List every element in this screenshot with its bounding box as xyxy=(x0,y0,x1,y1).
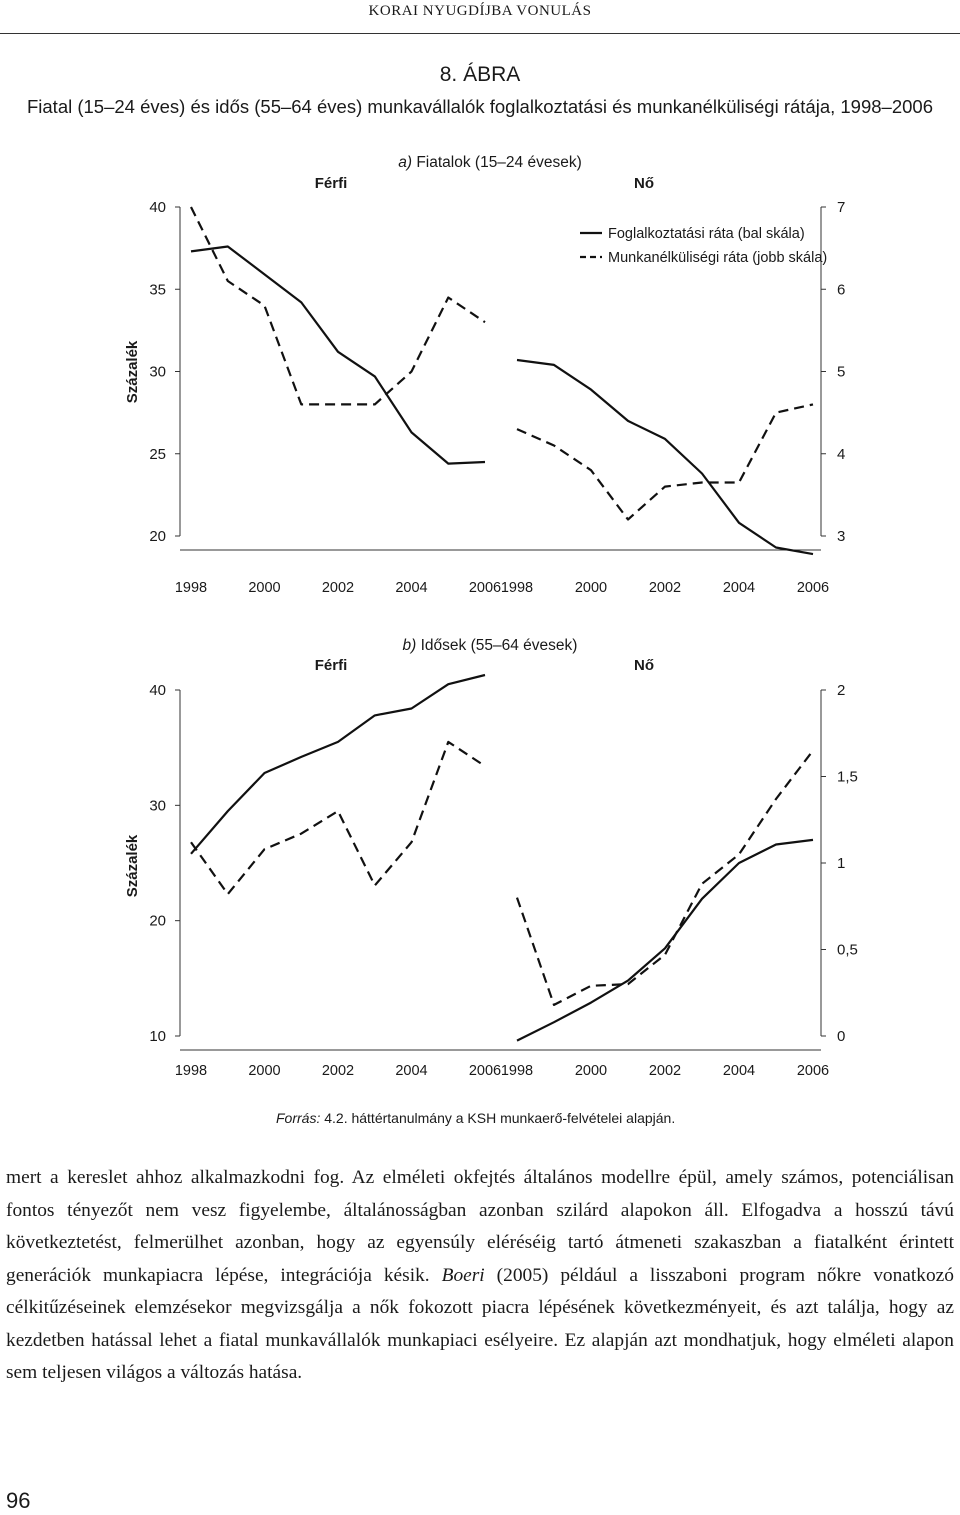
body-text xyxy=(6,1162,954,1390)
right-tick-label: 5 xyxy=(837,363,846,381)
right-tick-label: 3 xyxy=(837,528,846,545)
group-label: Férfi xyxy=(314,657,348,674)
body-paragraph xyxy=(6,1162,954,1390)
x-tick-label: 2000 xyxy=(574,580,608,596)
unemployment-rate-line xyxy=(517,404,813,519)
right-tick-label: 4 xyxy=(837,445,846,463)
panel-title-text: Idősek (55–64 évesek) xyxy=(420,637,578,654)
employment-rate-line xyxy=(191,675,485,854)
figure-number: 8. ÁBRA xyxy=(439,63,521,86)
page-number: 96 xyxy=(6,1488,31,1513)
x-tick-label: 2002 xyxy=(648,580,682,596)
right-tick-label: 6 xyxy=(837,281,846,299)
group-label: Nő xyxy=(634,175,654,192)
unemployment-rate-line xyxy=(517,751,813,1005)
left-tick-label: 30 xyxy=(149,363,166,381)
y-axis-label: Százalék xyxy=(124,834,141,898)
left-tick-label: 40 xyxy=(149,682,166,699)
left-tick-label: 30 xyxy=(149,797,166,815)
right-tick-label: 1,5 xyxy=(837,768,858,786)
x-tick-label: 2002 xyxy=(648,1063,682,1079)
figure-source xyxy=(276,1110,675,1126)
left-tick-label: 25 xyxy=(149,445,166,463)
left-tick-label: 40 xyxy=(149,199,166,216)
employment-rate-line xyxy=(517,360,813,554)
x-tick-label: 2000 xyxy=(248,580,281,596)
x-tick-label: 2006 xyxy=(796,580,830,596)
legend-label: Munkanélküliségi ráta (jobb skála) xyxy=(608,250,828,266)
right-tick-label: 0 xyxy=(837,1028,846,1045)
panel-title xyxy=(403,637,578,654)
right-tick-label: 1 xyxy=(837,855,846,872)
unemployment-rate-line xyxy=(191,207,485,404)
running-header: KORAI NYUGDÍJBA VONULÁS xyxy=(368,3,592,19)
left-tick-label: 10 xyxy=(149,1028,166,1045)
panel-label: a) xyxy=(398,154,417,171)
x-tick-label: 1998 xyxy=(500,580,534,596)
x-tick-label: 2004 xyxy=(395,580,428,596)
x-tick-label: 1998 xyxy=(500,1063,534,1079)
x-tick-label: 2006 xyxy=(468,580,502,596)
right-tick-label: 2 xyxy=(837,682,846,699)
x-tick-label: 2004 xyxy=(722,580,756,596)
employment-rate-line xyxy=(517,840,813,1041)
body-text-part-1: mert a kereslet ahhoz alkalmazkodni fog. Az elméleti okfejtés általános modellre épül, amely számos, potenciálisan fontos tényezőt nem vesz figyelembe, általánosságban azonban szilárd alapokon áll. Elfogadva a hosszú távú következtetést, felmerülhet azonban, hogy az egyensúly eléréséig tartó átmeneti szakaszban a fiatalként érintett generációk munkapiacra lépése, integrációja késik. xyxy=(6,1167,954,1286)
cited-author: Boeri xyxy=(441,1264,485,1286)
group-label: Nő xyxy=(634,657,654,674)
x-tick-label: 2004 xyxy=(395,1063,428,1079)
unemployment-rate-line xyxy=(191,742,485,894)
panel-title-text: Fiatalok (15–24 évesek) xyxy=(416,154,582,171)
group-label: Férfi xyxy=(314,175,348,192)
x-tick-label: 1998 xyxy=(174,1063,208,1079)
panel-title xyxy=(398,154,582,171)
x-tick-label: 2000 xyxy=(248,1063,281,1079)
x-tick-label: 1998 xyxy=(174,580,208,596)
x-tick-label: 2002 xyxy=(321,580,355,596)
right-tick-label: 0,5 xyxy=(837,941,858,959)
y-axis-label: Százalék xyxy=(124,340,141,404)
body-text-part-2: (2005) például a lisszaboni program nőkre vonatkozó célkitűzéseinek elemzésekor megvizsgálja a nők fokozott piacra lépésének következményeit, és azt találja, hogy az kezdetben hatással lehet a fiatal munkavállalók munkapiaci esélyeire. Ez alapján azt mondhatjuk, hogy elméleti alapon sem teljesen világos a változás hatása. xyxy=(6,1264,954,1383)
right-tick-label: 7 xyxy=(837,199,846,216)
left-tick-label: 35 xyxy=(149,281,166,299)
x-tick-label: 2004 xyxy=(722,1063,756,1079)
x-tick-label: 2000 xyxy=(574,1063,608,1079)
left-tick-label: 20 xyxy=(149,528,166,545)
source-text: 4.2. háttértanulmány a KSH munkaerő-felvételei alapján. xyxy=(320,1110,676,1126)
source-label: Forrás: xyxy=(276,1110,321,1126)
x-tick-label: 2006 xyxy=(468,1063,502,1079)
panel-label: b) xyxy=(402,637,421,654)
employment-rate-line xyxy=(191,247,485,464)
left-tick-label: 20 xyxy=(149,912,166,930)
legend-label: Foglalkoztatási ráta (bal skála) xyxy=(608,226,805,242)
figure-title: Fiatal (15–24 éves) és idős (55–64 éves) munkavállalók foglalkoztatási és munkanélküliségi rátája, 1998–2006 xyxy=(26,96,933,117)
x-tick-label: 2002 xyxy=(321,1063,355,1079)
x-tick-label: 2006 xyxy=(796,1063,830,1079)
